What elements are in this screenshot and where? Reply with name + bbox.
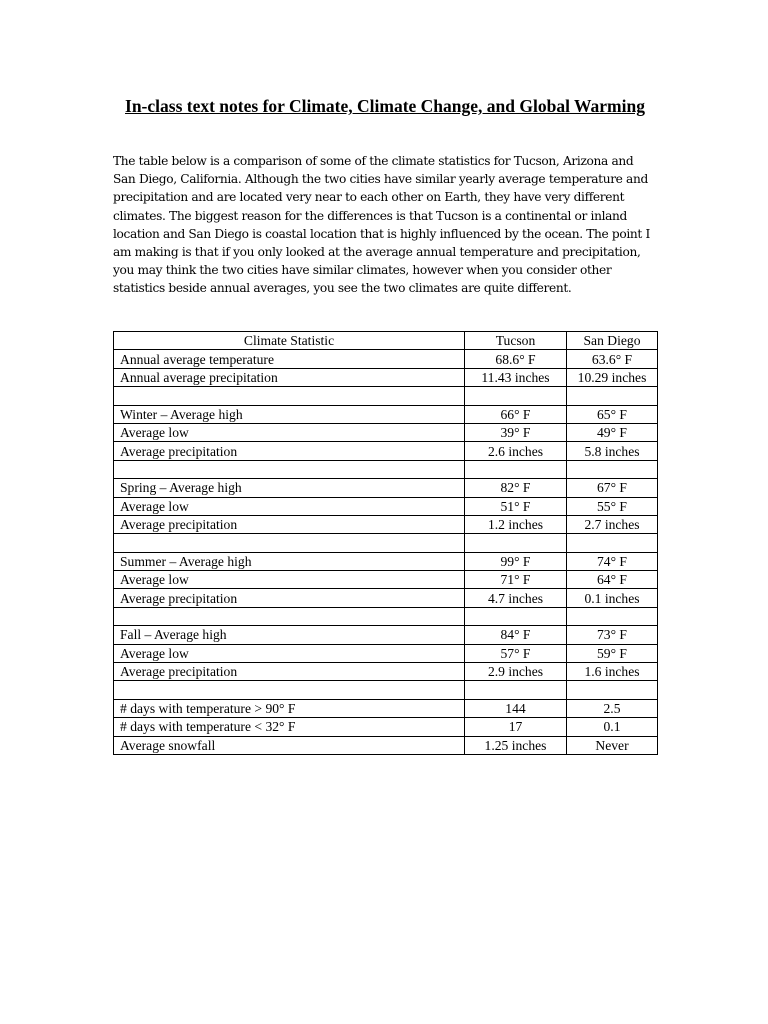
- table-row: [114, 718, 658, 736]
- table-row: [114, 699, 658, 717]
- table-row: [114, 497, 658, 515]
- row-label: Fall – Average high: [114, 626, 465, 644]
- table-row: [114, 515, 658, 533]
- tucson-value: 57° F: [465, 644, 567, 662]
- tucson-value: 39° F: [465, 423, 567, 441]
- row-label: Average snowfall: [114, 736, 465, 754]
- tucson-value: 17: [465, 718, 567, 736]
- tucson-value: 66° F: [465, 405, 567, 423]
- san-diego-value: 55° F: [567, 497, 658, 515]
- tucson-value: 84° F: [465, 626, 567, 644]
- table-row: [114, 644, 658, 662]
- header-statistic: Climate Statistic: [114, 332, 465, 350]
- climate-comparison-table: [113, 331, 658, 755]
- table-row: [114, 589, 658, 607]
- tucson-value: 82° F: [465, 479, 567, 497]
- intro-paragraph: The table below is a comparison of some of the climate statistics for Tucson, Arizona and San Diego, California. Although the two cities have similar yearly average temperature and precipitation and are located very near to each other on Earth, they have very different climates. The biggest reason for the differences is that Tucson is a continental or inland location and San Diego is coastal location that is highly influenced by the ocean. The point I am making is that if you only looked at the average annual temperature and precipitation, you may think the two cities have similar climates, however when you consider other statistics beside annual averages, you see the two climates are quite different.: [113, 154, 650, 296]
- header-tucson: Tucson: [465, 332, 567, 350]
- san-diego-value: 0.1: [567, 718, 658, 736]
- table-row: [114, 626, 658, 644]
- san-diego-value: 67° F: [567, 479, 658, 497]
- table-row: [114, 552, 658, 570]
- row-label: Average precipitation: [114, 515, 465, 533]
- header-san-diego: San Diego: [567, 332, 658, 350]
- san-diego-value: 2.7 inches: [567, 515, 658, 533]
- table-row: [114, 350, 658, 368]
- row-label: Spring – Average high: [114, 479, 465, 497]
- table-row: [114, 368, 658, 386]
- table-row: [114, 736, 658, 754]
- san-diego-value: 1.6 inches: [567, 663, 658, 681]
- table-row: [114, 405, 658, 423]
- row-label: Annual average precipitation: [114, 368, 465, 386]
- tucson-value: 1.2 inches: [465, 515, 567, 533]
- san-diego-value: Never: [567, 736, 658, 754]
- row-label: Average precipitation: [114, 589, 465, 607]
- row-label: Average low: [114, 423, 465, 441]
- tucson-value: 11.43 inches: [465, 368, 567, 386]
- san-diego-value: 74° F: [567, 552, 658, 570]
- tucson-value: 1.25 inches: [465, 736, 567, 754]
- spacer-row: [114, 681, 658, 699]
- row-label: Average low: [114, 497, 465, 515]
- row-label: Average precipitation: [114, 663, 465, 681]
- row-label: Average low: [114, 571, 465, 589]
- tucson-value: 2.6 inches: [465, 442, 567, 460]
- row-label: Average low: [114, 644, 465, 662]
- row-label: Winter – Average high: [114, 405, 465, 423]
- row-label: Summer – Average high: [114, 552, 465, 570]
- san-diego-value: 10.29 inches: [567, 368, 658, 386]
- san-diego-value: 59° F: [567, 644, 658, 662]
- tucson-value: 68.6° F: [465, 350, 567, 368]
- row-label: # days with temperature > 90° F: [114, 699, 465, 717]
- spacer-row: [114, 387, 658, 405]
- document-title: In-class text notes for Climate, Climate Change, and Global Warming: [125, 96, 645, 116]
- table-row: [114, 479, 658, 497]
- san-diego-value: 5.8 inches: [567, 442, 658, 460]
- table-header-row: [114, 332, 658, 350]
- spacer-row: [114, 607, 658, 625]
- san-diego-value: 64° F: [567, 571, 658, 589]
- row-label: Average precipitation: [114, 442, 465, 460]
- tucson-value: 144: [465, 699, 567, 717]
- san-diego-value: 65° F: [567, 405, 658, 423]
- tucson-value: 51° F: [465, 497, 567, 515]
- spacer-row: [114, 460, 658, 478]
- tucson-value: 4.7 inches: [465, 589, 567, 607]
- san-diego-value: 73° F: [567, 626, 658, 644]
- san-diego-value: 2.5: [567, 699, 658, 717]
- tucson-value: 2.9 inches: [465, 663, 567, 681]
- table-row: [114, 442, 658, 460]
- san-diego-value: 0.1 inches: [567, 589, 658, 607]
- san-diego-value: 49° F: [567, 423, 658, 441]
- tucson-value: 71° F: [465, 571, 567, 589]
- row-label: Annual average temperature: [114, 350, 465, 368]
- table-row: [114, 663, 658, 681]
- spacer-row: [114, 534, 658, 552]
- table-row: [114, 571, 658, 589]
- san-diego-value: 63.6° F: [567, 350, 658, 368]
- row-label: # days with temperature < 32° F: [114, 718, 465, 736]
- table-row: [114, 423, 658, 441]
- tucson-value: 99° F: [465, 552, 567, 570]
